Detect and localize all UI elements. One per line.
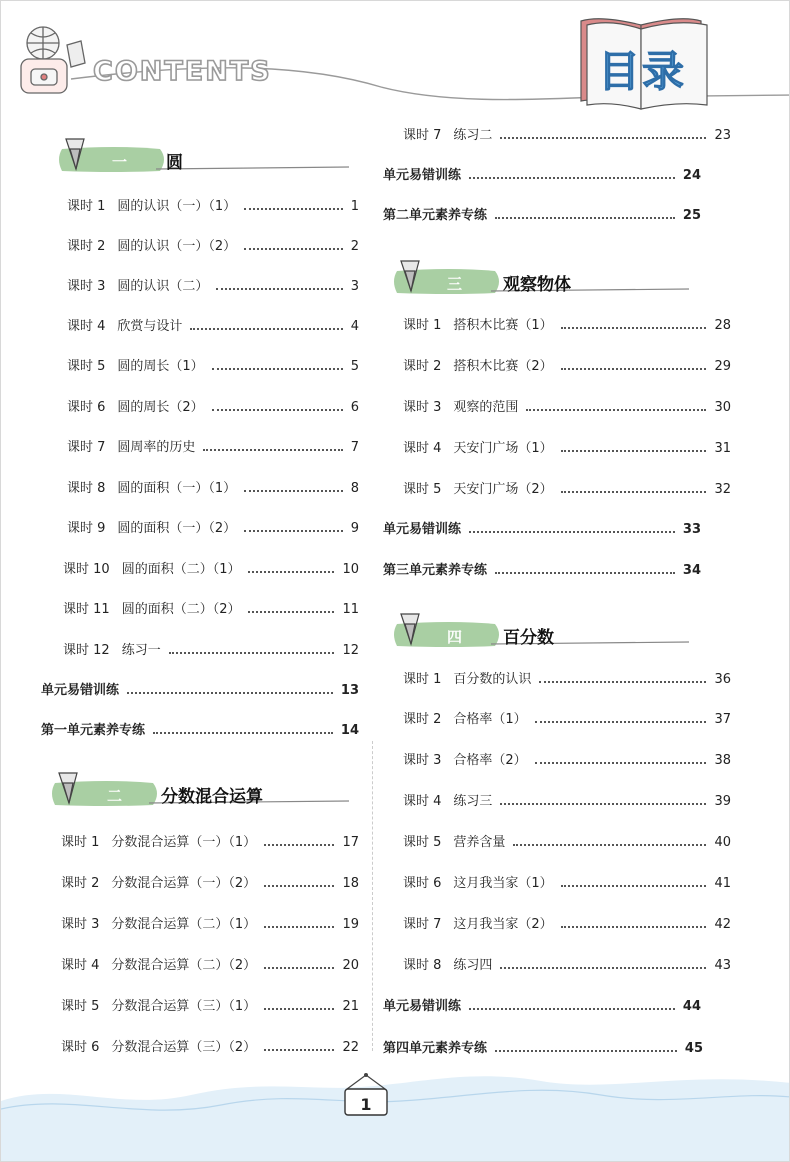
- dot-leader: [169, 651, 335, 654]
- dot-leader: [495, 571, 675, 574]
- dot-leader: [264, 843, 334, 846]
- toc-entry[interactable]: [67, 400, 359, 416]
- lesson-title: 练习三: [453, 794, 493, 809]
- entry-title: 单元易错训练: [41, 683, 120, 698]
- toc-entry[interactable]: [61, 999, 359, 1015]
- page-number: 36: [714, 672, 731, 687]
- toc-entry-review[interactable]: [383, 999, 701, 1015]
- entry-title: 单元易错训练: [383, 522, 462, 537]
- page-number: 45: [684, 1041, 703, 1056]
- page-number: 28: [714, 318, 731, 333]
- lesson-label: 课时 5: [403, 835, 442, 850]
- toc-entry-practice[interactable]: [383, 208, 701, 224]
- lesson-title: 合格率（1）: [453, 712, 527, 727]
- contents-wordmark: CONTENTS: [93, 56, 272, 87]
- toc-entry[interactable]: [403, 318, 731, 334]
- lesson-title: 圆的周长（1）: [117, 359, 204, 374]
- dot-leader: [264, 966, 334, 969]
- lesson-label: 课时 5: [61, 999, 100, 1014]
- page-number: 4: [350, 319, 359, 334]
- toc-entry[interactable]: [63, 643, 359, 659]
- lesson-label: 课时 7: [403, 128, 442, 143]
- unit-title: 圆: [166, 153, 183, 173]
- unit-title: 分数混合运算: [161, 787, 263, 807]
- page-number: 21: [342, 999, 359, 1014]
- page-number: 17: [342, 835, 359, 850]
- toc-entry[interactable]: [67, 319, 359, 335]
- lesson-label: 课时 1: [403, 672, 442, 687]
- dot-leader: [561, 490, 707, 493]
- dot-leader: [495, 216, 675, 219]
- unit-header-4[interactable]: [391, 616, 691, 650]
- lesson-label: 课时 8: [67, 481, 106, 496]
- lesson-title: 圆的认识（二）: [117, 279, 209, 294]
- dot-leader: [469, 176, 675, 179]
- lesson-label: 课时 6: [67, 400, 106, 415]
- toc-entry[interactable]: [67, 279, 359, 295]
- lesson-label: 课时 6: [403, 876, 442, 891]
- toc-entry-review[interactable]: [383, 168, 701, 184]
- page-number: 43: [714, 958, 731, 973]
- dot-leader: [535, 720, 707, 723]
- toc-entry[interactable]: [403, 712, 731, 728]
- toc-entry[interactable]: [61, 1040, 359, 1056]
- page-number: 11: [342, 602, 359, 617]
- dot-leader: [539, 680, 706, 683]
- lesson-title: 这月我当家（1）: [453, 876, 553, 891]
- page-number: 1: [350, 199, 359, 214]
- lesson-title: 搭积木比赛（2）: [453, 359, 553, 374]
- dot-leader: [561, 449, 707, 452]
- unit-header-1[interactable]: [56, 141, 351, 175]
- unit-header-3[interactable]: [391, 263, 691, 297]
- toc-entry[interactable]: [67, 481, 359, 497]
- lesson-label: 课时 4: [403, 794, 442, 809]
- toc-entry[interactable]: [61, 958, 359, 974]
- page-number: 42: [714, 917, 731, 932]
- page-number: 29: [714, 359, 731, 374]
- entry-title: 第三单元素养专练: [383, 563, 488, 578]
- dot-leader: [248, 570, 334, 573]
- page-number: 5: [350, 359, 359, 374]
- toc-entry[interactable]: [67, 239, 359, 255]
- lesson-title: 练习一: [121, 643, 161, 658]
- footer-wave-decoration: [1, 1061, 790, 1162]
- dot-leader: [244, 489, 343, 492]
- lesson-title: 百分数的认识: [453, 672, 532, 687]
- page-number: 22: [342, 1040, 359, 1055]
- page-number: 31: [714, 441, 731, 456]
- unit-number: 一: [112, 153, 128, 171]
- lesson-label: 课时 8: [403, 958, 442, 973]
- lesson-title: 圆的认识（一）（1）: [117, 199, 237, 214]
- lesson-title: 练习四: [453, 958, 493, 973]
- dot-leader: [500, 802, 706, 805]
- dot-leader: [469, 1007, 675, 1010]
- dot-leader: [190, 327, 342, 330]
- toc-entry[interactable]: [403, 441, 731, 457]
- unit-number: 四: [447, 628, 463, 646]
- dot-leader: [244, 529, 343, 532]
- lesson-label: 课时 7: [67, 440, 106, 455]
- page-number: 18: [342, 876, 359, 891]
- dot-leader: [513, 843, 706, 846]
- lesson-title: 练习二: [453, 128, 493, 143]
- toc-entry[interactable]: [63, 602, 359, 618]
- lesson-label: 课时 3: [61, 917, 100, 932]
- toc-entry-review[interactable]: [383, 522, 701, 538]
- lesson-title: 分数混合运算（一）（2）: [111, 876, 257, 891]
- toc-entry[interactable]: [403, 672, 731, 688]
- lesson-label: 课时 4: [403, 441, 442, 456]
- toc-entry[interactable]: [67, 359, 359, 375]
- dot-leader: [500, 966, 706, 969]
- entry-title: 第一单元素养专练: [41, 723, 146, 738]
- page-number: 40: [714, 835, 731, 850]
- toc-entry-practice[interactable]: [383, 1041, 703, 1057]
- lesson-title: 分数混合运算（三）（2）: [111, 1040, 257, 1055]
- page-number: 7: [350, 440, 359, 455]
- page-number: 14: [340, 723, 359, 738]
- lesson-label: 课时 2: [403, 712, 442, 727]
- page-number: 24: [682, 168, 701, 183]
- dot-leader: [535, 761, 707, 764]
- dot-leader: [212, 367, 343, 370]
- toc-entry[interactable]: [403, 400, 731, 416]
- dot-leader: [127, 691, 333, 694]
- toc-entry[interactable]: [67, 440, 359, 456]
- page-number-footer: 1: [360, 1095, 372, 1114]
- toc-entry-review[interactable]: [41, 683, 359, 699]
- dot-leader: [561, 925, 707, 928]
- lesson-title: 天安门广场（2）: [453, 482, 553, 497]
- toc-entry[interactable]: [403, 482, 731, 498]
- unit-banner-graphic: [56, 141, 351, 175]
- lesson-title: 圆的面积（一）（2）: [117, 521, 237, 536]
- lesson-label: 课时 3: [67, 279, 106, 294]
- toc-entry[interactable]: [403, 917, 731, 933]
- lesson-label: 课时 4: [67, 319, 106, 334]
- lesson-title: 这月我当家（2）: [453, 917, 553, 932]
- dot-leader: [500, 136, 706, 139]
- unit-number: 二: [107, 787, 123, 805]
- lesson-label: 课时 1: [67, 199, 106, 214]
- lesson-label: 课时 12: [63, 643, 110, 658]
- lesson-label: 课时 10: [63, 562, 110, 577]
- lesson-label: 课时 9: [67, 521, 106, 536]
- page-number: 23: [714, 128, 731, 143]
- page-number: 39: [714, 794, 731, 809]
- page-number: 20: [342, 958, 359, 973]
- lesson-title: 天安门广场（1）: [453, 441, 553, 456]
- toc-entry[interactable]: [403, 876, 731, 892]
- lesson-label: 课时 5: [67, 359, 106, 374]
- toc-entry[interactable]: [403, 359, 731, 375]
- lesson-label: 课时 3: [403, 753, 442, 768]
- lesson-title: 观察的范围: [453, 400, 519, 415]
- lesson-title: 分数混合运算（三）（1）: [111, 999, 257, 1014]
- page-number: 32: [714, 482, 731, 497]
- dot-leader: [561, 884, 707, 887]
- page-number: 25: [682, 208, 701, 223]
- lesson-label: 课时 6: [61, 1040, 100, 1055]
- page-number: 38: [714, 753, 731, 768]
- lesson-title: 搭积木比赛（1）: [453, 318, 553, 333]
- dot-leader: [216, 287, 342, 290]
- page-number: 34: [682, 563, 701, 578]
- page-number: 3: [350, 279, 359, 294]
- dot-leader: [248, 610, 334, 613]
- page-title: 目录: [598, 47, 687, 96]
- toc-entry[interactable]: [403, 958, 731, 974]
- toc-entry[interactable]: [61, 876, 359, 892]
- page-number: 19: [342, 917, 359, 932]
- lesson-title: 分数混合运算（二）（2）: [111, 958, 257, 973]
- page-number: 10: [342, 562, 359, 577]
- toc-entry[interactable]: [403, 794, 731, 810]
- unit-number: 三: [447, 275, 463, 293]
- dot-leader: [469, 530, 675, 533]
- lesson-title: 圆的认识（一）（2）: [117, 239, 237, 254]
- entry-title: 第二单元素养专练: [383, 208, 488, 223]
- lesson-label: 课时 3: [403, 400, 442, 415]
- lesson-title: 圆的周长（2）: [117, 400, 204, 415]
- page-number: 41: [714, 876, 731, 891]
- lesson-label: 课时 4: [61, 958, 100, 973]
- page-number: 30: [714, 400, 731, 415]
- lesson-label: 课时 2: [403, 359, 442, 374]
- dot-leader: [244, 247, 343, 250]
- page-number: 8: [350, 481, 359, 496]
- lesson-title: 分数混合运算（二）（1）: [111, 917, 257, 932]
- lesson-title: 分数混合运算（一）（1）: [111, 835, 257, 850]
- dot-leader: [561, 326, 707, 329]
- entry-title: 单元易错训练: [383, 168, 462, 183]
- dot-leader: [153, 731, 333, 734]
- column-divider: [372, 741, 373, 1051]
- dot-leader: [264, 1048, 334, 1051]
- toc-entry[interactable]: [67, 521, 359, 537]
- lesson-label: 课时 5: [403, 482, 442, 497]
- toc-entry[interactable]: [61, 835, 359, 851]
- dot-leader: [264, 884, 334, 887]
- dot-leader: [212, 408, 343, 411]
- unit-header-2[interactable]: [49, 775, 351, 809]
- lesson-label: 课时 11: [63, 602, 110, 617]
- lesson-label: 课时 1: [61, 835, 100, 850]
- dot-leader: [203, 448, 342, 451]
- lesson-title: 营养含量: [453, 835, 506, 850]
- lesson-title: 合格率（2）: [453, 753, 527, 768]
- toc-entry[interactable]: [67, 199, 359, 215]
- toc-entry[interactable]: [403, 753, 731, 769]
- page-number: 44: [682, 999, 701, 1014]
- page-number: 2: [350, 239, 359, 254]
- page-number: 9: [350, 521, 359, 536]
- dot-leader: [264, 925, 334, 928]
- page-number: 37: [714, 712, 731, 727]
- unit-title: 观察物体: [503, 275, 571, 295]
- toc-entry[interactable]: [403, 835, 731, 851]
- page-number: 33: [682, 522, 701, 537]
- dot-leader: [264, 1007, 334, 1010]
- lesson-title: 圆的面积（二）（2）: [121, 602, 241, 617]
- dot-leader: [526, 408, 706, 411]
- entry-title: 单元易错训练: [383, 999, 462, 1014]
- page-number: 6: [350, 400, 359, 415]
- lesson-title: 欣赏与设计: [117, 319, 183, 334]
- lesson-title: 圆周率的历史: [117, 440, 196, 455]
- toc-entry[interactable]: [403, 128, 731, 144]
- toc-entry[interactable]: [61, 917, 359, 933]
- page-number: 13: [340, 683, 359, 698]
- lesson-title: 圆的面积（二）（1）: [121, 562, 241, 577]
- dot-leader: [561, 367, 707, 370]
- lesson-label: 课时 1: [403, 318, 442, 333]
- lesson-title: 圆的面积（一）（1）: [117, 481, 237, 496]
- lesson-label: 课时 2: [61, 876, 100, 891]
- toc-entry[interactable]: [63, 562, 359, 578]
- backpack-globe-icon: [21, 27, 85, 93]
- dot-leader: [495, 1049, 677, 1052]
- entry-title: 第四单元素养专练: [383, 1041, 488, 1056]
- unit-title: 百分数: [503, 628, 554, 648]
- toc-entry-practice[interactable]: [41, 723, 359, 739]
- dot-leader: [244, 207, 343, 210]
- toc-entry-practice[interactable]: [383, 563, 701, 579]
- lesson-label: 课时 2: [67, 239, 106, 254]
- lesson-label: 课时 7: [403, 917, 442, 932]
- page-number: 12: [342, 643, 359, 658]
